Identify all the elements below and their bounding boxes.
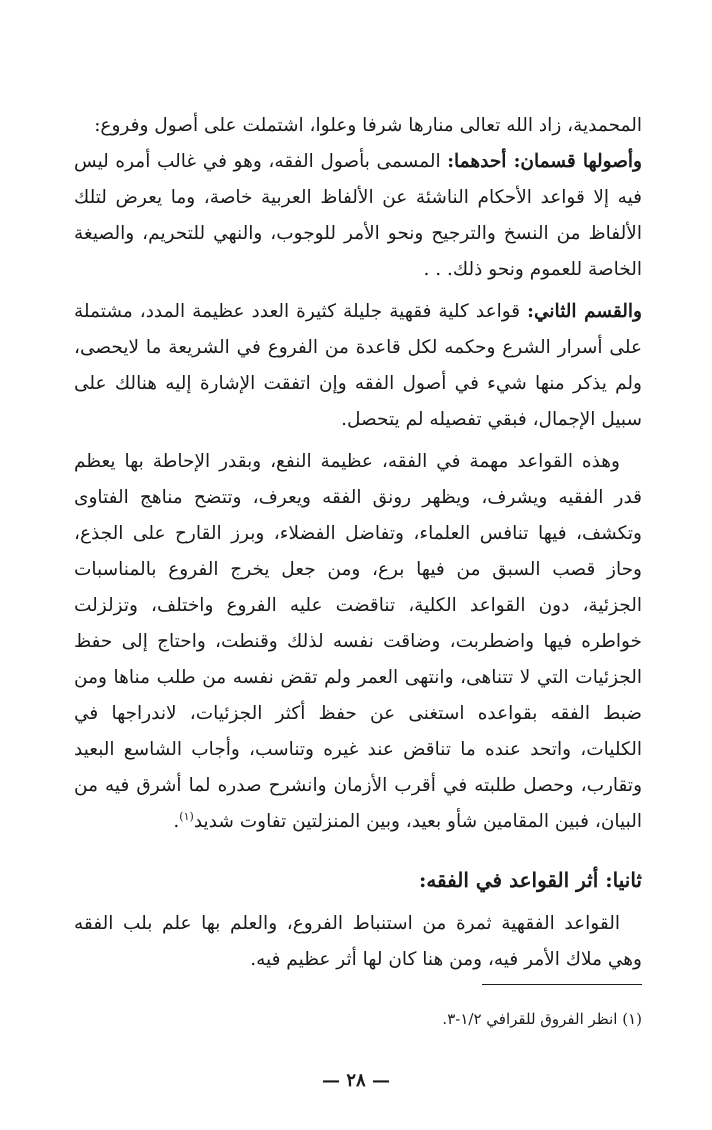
- footnote-reference: (١): [179, 809, 194, 823]
- footnote: (١) انظر الفروق للقرافي ١/٢-٣.: [442, 1010, 642, 1028]
- paragraph-first-part-lead: وأصولها قسمان: أحدهما:: [447, 151, 642, 172]
- section-heading: ثانيا: أثر القواعد في الفقه:: [418, 868, 642, 892]
- paragraph-first-part-text: المسمى بأصول الفقه، وهو في غالب أمره ليس فيه إلا قواعد الأحكام الناشئة عن الألفاظ العربية خاصة، وما يعرض لتلك الألفاظ من النسخ والترجيح ونحو الأمر للوجوب، والنهي للتحريم، والصيغة الخاصة للعموم ونحو ذلك. . .: [74, 151, 642, 280]
- paragraph-importance: [74, 444, 642, 840]
- paragraph-effect: القواعد الفقهية ثمرة من استنباط الفروع، والعلم بها علم بلب الفقه وهي ملاك الأمر فيه، ومن هنا كان لها أثر عظيم فيه.: [74, 913, 642, 970]
- page-body: [74, 108, 642, 978]
- paragraph-second-part: [74, 294, 642, 438]
- footnote-divider: [482, 984, 642, 985]
- page-number: — ٢٨ —: [322, 1070, 390, 1091]
- paragraph-second-part-lead: والقسم الثاني:: [527, 301, 642, 322]
- paragraph-first-part: [74, 144, 642, 288]
- paragraph-intro: المحمدية، زاد الله تعالى منارها شرفا وعلوا، اشتملت على أصول وفروع:: [94, 115, 642, 136]
- paragraph-importance-text: وهذه القواعد مهمة في الفقه، عظيمة النفع، وبقدر الإحاطة بها يعظم قدر الفقيه ويشرف، ويظهر رونق الفقه ويعرف، وتتضح مناهج الفتاوى وتكشف، فيها تنافس العلماء، وتفاضل الفضلاء، وبرز القارح على الجذع، وحاز قصب السبق من فيها برع، ومن جعل يخرج الفروع بالمناسبات الجزئية، دون القواعد الكلية، تناقضت عليه الفروع واختلف، وتزلزلت خواطره فيها واضطربت، وضاقت نفسه لذلك وقنطت، واحتاج إلى حفظ الجزئيات التي لا تتناهى، وانتهى العمر ولم تقض نفسه من طلب مناها ومن ضبط الفقه بقواعده استغنى عن حفظ أكثر الجزئيات، لاندراجها في الكليات، واتحد عنده ما تناقض عند غيره وتناسب، وأجاب الشاسع البعيد وتقارب، وحصل طلبته في أقرب الأزمان وانشرح صدره لما أشرق فيه من البيان، فبين المقامين شأو بعيد، وبين المنزلتين تفاوت شديد: [74, 451, 642, 832]
- paragraph-second-part-text: قواعد كلية فقهية جليلة كثيرة العدد عظيمة المدد، مشتملة على أسرار الشرع وحكمه لكل قاعدة من الفروع في الشريعة ما لايحصى، ولم يذكر منها شيء في أصول الفقه وإن اتفقت الإشارة إليه هنالك على سبيل الإجمال، فبقي تفصيله لم يتحصل.: [74, 301, 642, 430]
- paragraph-importance-end: .: [173, 811, 180, 832]
